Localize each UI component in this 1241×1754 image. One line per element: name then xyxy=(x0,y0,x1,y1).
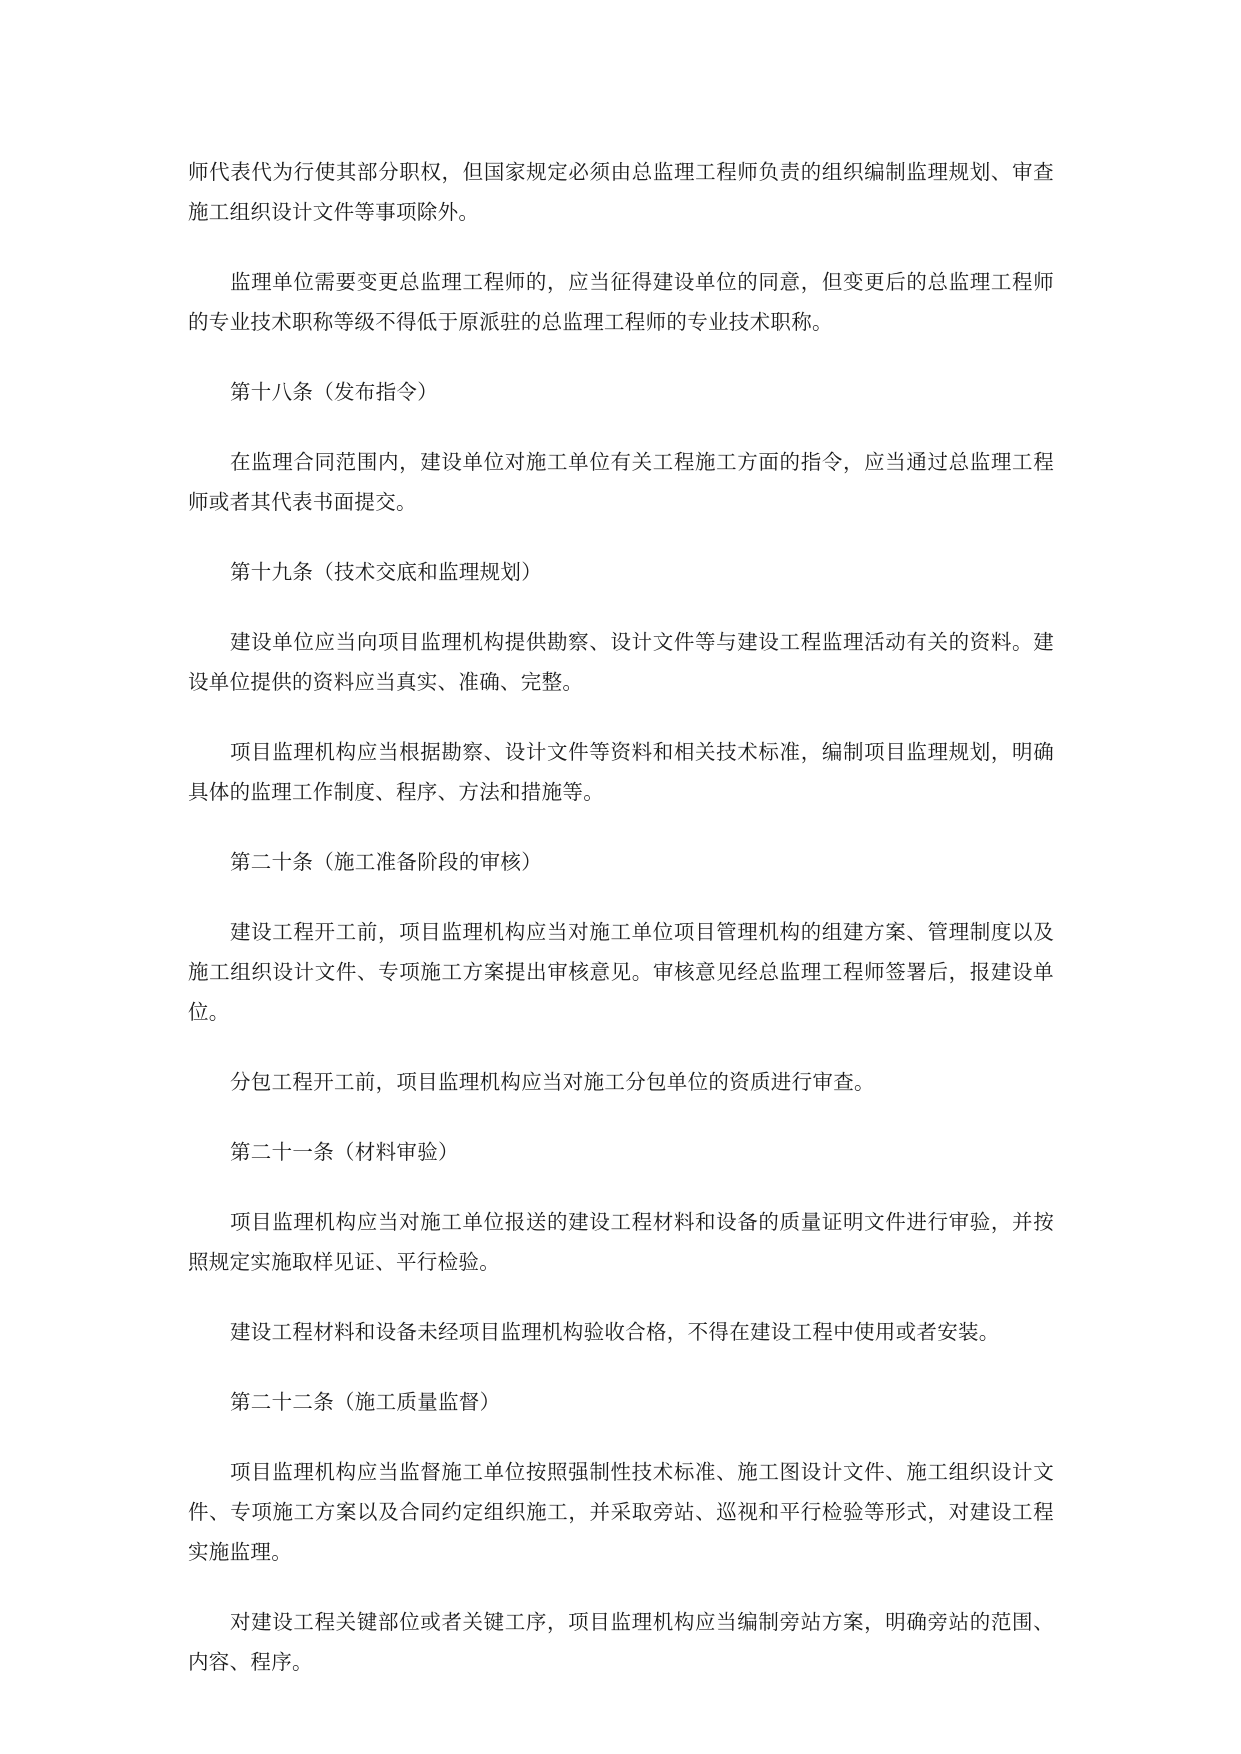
paragraph-continuation: 师代表代为行使其部分职权，但国家规定必须由总监理工程师负责的组织编制监理规划、审查施工组织设计文件等事项除外。 xyxy=(188,160,1054,224)
article-20-heading: 第二十条（施工准备阶段的审核） xyxy=(230,850,542,874)
paragraph-article-18: 在监理合同范围内，建设单位对施工单位有关工程施工方面的指令，应当通过总监理工程师或者其代表书面提交。 xyxy=(188,450,1054,514)
document-body xyxy=(188,152,1054,1712)
paragraph-chief-engineer-change: 监理单位需要变更总监理工程师的，应当征得建设单位的同意，但变更后的总监理工程师的专业技术职称等级不得低于原派驻的总监理工程师的专业技术职称。 xyxy=(188,270,1054,334)
article-21-heading: 第二十一条（材料审验） xyxy=(230,1140,459,1164)
paragraph-article-19-a: 建设单位应当向项目监理机构提供勘察、设计文件等与建设工程监理活动有关的资料。建设单位提供的资料应当真实、准确、完整。 xyxy=(188,630,1054,694)
paragraph-article-22-b: 对建设工程关键部位或者关键工序，项目监理机构应当编制旁站方案，明确旁站的范围、内容、程序。 xyxy=(188,1610,1054,1674)
paragraph-article-22-a: 项目监理机构应当监督施工单位按照强制性技术标准、施工图设计文件、施工组织设计文件、专项施工方案以及合同约定组织施工，并采取旁站、巡视和平行检验等形式，对建设工程实施监理。 xyxy=(188,1460,1054,1564)
paragraph-article-20-a: 建设工程开工前，项目监理机构应当对施工单位项目管理机构的组建方案、管理制度以及施工组织设计文件、专项施工方案提出审核意见。审核意见经总监理工程师签署后，报建设单位。 xyxy=(188,920,1054,1024)
paragraph-article-19-b: 项目监理机构应当根据勘察、设计文件等资料和相关技术标准，编制项目监理规划，明确具体的监理工作制度、程序、方法和措施等。 xyxy=(188,740,1054,804)
article-19-heading: 第十九条（技术交底和监理规划） xyxy=(230,560,542,584)
paragraph-article-21-a: 项目监理机构应当对施工单位报送的建设工程材料和设备的质量证明文件进行审验，并按照规定实施取样见证、平行检验。 xyxy=(188,1210,1054,1274)
paragraph-article-21-b: 建设工程材料和设备未经项目监理机构验收合格，不得在建设工程中使用或者安装。 xyxy=(230,1320,1000,1344)
paragraph-article-20-b: 分包工程开工前，项目监理机构应当对施工分包单位的资质进行审查。 xyxy=(230,1070,875,1094)
article-18-heading: 第十八条（发布指令） xyxy=(230,380,438,404)
article-22-heading: 第二十二条（施工质量监督） xyxy=(230,1390,501,1414)
